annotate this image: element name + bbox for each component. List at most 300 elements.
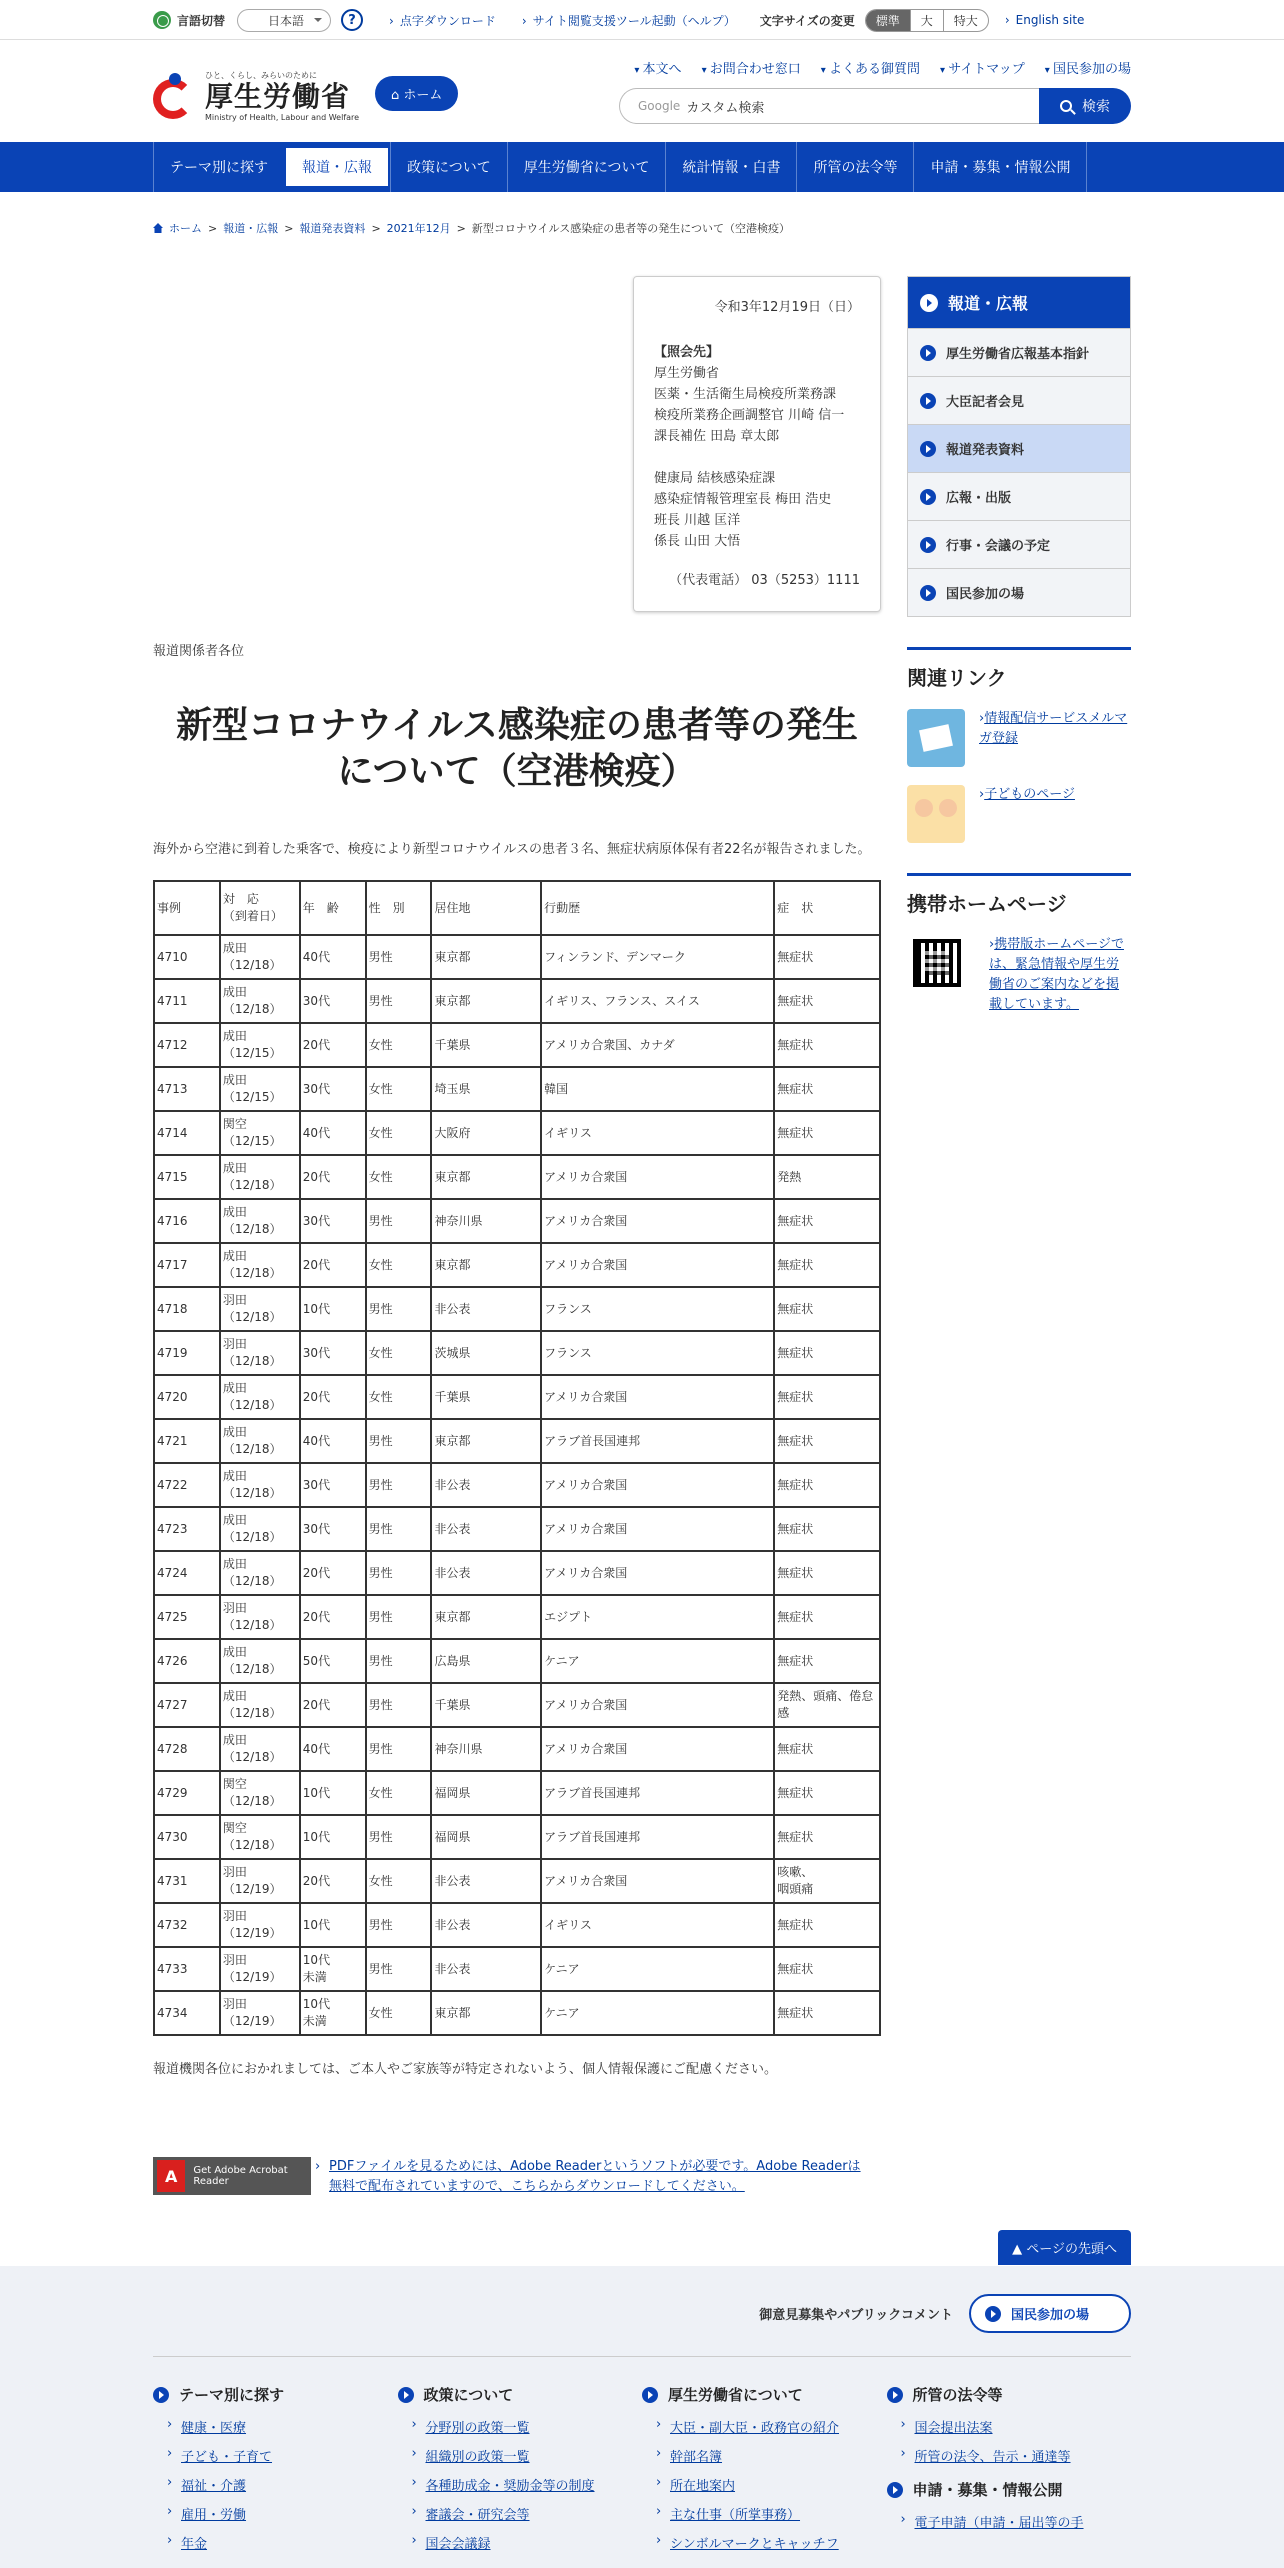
table-cell: 無症状 (774, 1111, 880, 1155)
table-cell: 神奈川県 (431, 1727, 541, 1771)
participation-link[interactable]: ▾ 国民参加の場 (1045, 58, 1131, 77)
side-item-label: 広報・出版 (946, 491, 1012, 506)
table-row (154, 1551, 880, 1595)
global-nav (0, 142, 1284, 192)
footer-heading-label: 所管の法令等 (912, 2386, 1003, 2404)
table-cell: 羽田 （12/18） (220, 1595, 300, 1639)
header-links (614, 58, 1131, 77)
contact-box (633, 276, 881, 612)
table-cell: アメリカ合衆国 (541, 1551, 774, 1595)
font-size-switcher (865, 9, 989, 32)
table-cell: 成田 （12/15） (220, 1023, 300, 1067)
table-cell: フランス (541, 1287, 774, 1331)
home-icon (153, 223, 163, 233)
table-cell: 東京都 (431, 1595, 541, 1639)
table-cell: 千葉県 (431, 1375, 541, 1419)
contact-line: 係長 山田 大悟 (654, 534, 741, 549)
table-cell: 成田 （12/18） (220, 1507, 300, 1551)
breadcrumb-home[interactable]: ホーム (169, 222, 202, 235)
footer-link[interactable]: › 所在地案内 (670, 2475, 887, 2494)
table-cell: イギリス (541, 1111, 774, 1155)
footer-column-heading[interactable] (398, 2384, 643, 2405)
footer-link[interactable]: › 組織別の政策一覧 (426, 2446, 643, 2465)
table-row (154, 979, 880, 1023)
table-cell: 男性 (366, 1463, 432, 1507)
table-cell: 羽田 （12/19） (220, 1947, 300, 1991)
table-cell: 男性 (366, 1551, 432, 1595)
pdf-download-text: PDFファイルを見るためには、Adobe Readerというソフトが必要です。Adobe Readerは無料で配布されていますので、こちらからダウンロードしてください。 (329, 2159, 861, 2194)
search-icon (1060, 100, 1072, 112)
table-cell: 茨城県 (431, 1331, 541, 1375)
table-cell: 男性 (366, 979, 432, 1023)
contact-line: 健康局 結核感染症課 (654, 471, 776, 486)
opinion-section (759, 2294, 1131, 2333)
table-cell: 20代 (300, 1683, 366, 1727)
footer-link[interactable]: › 子ども・子育て (181, 2446, 398, 2465)
footer-link[interactable]: › シンボルマークとキャッチフ (670, 2533, 887, 2552)
table-row (154, 1595, 880, 1639)
table-header-row (154, 881, 880, 935)
table-cell: 4724 (154, 1551, 220, 1595)
table-row (154, 1683, 880, 1727)
table-cell: 非公表 (431, 1947, 541, 1991)
table-cell: 40代 (300, 1419, 366, 1463)
table-cell: 4723 (154, 1507, 220, 1551)
table-cell: アメリカ合衆国、カナダ (541, 1023, 774, 1067)
table-cell: 福岡県 (431, 1771, 541, 1815)
table-cell: 4720 (154, 1375, 220, 1419)
table-cell: 4714 (154, 1111, 220, 1155)
table-cell: 男性 (366, 1507, 432, 1551)
table-cell: アメリカ合衆国 (541, 1859, 774, 1903)
footer (0, 2266, 1284, 2568)
footer-heading-label: 政策について (423, 2386, 514, 2404)
table-cell: 男性 (366, 935, 432, 979)
page-top-button[interactable]: ▲ ページの先頭へ (998, 2230, 1131, 2265)
table-cell: 福岡県 (431, 1815, 541, 1859)
logo-mark-icon (153, 71, 199, 121)
release-date: 令和3年12月19日（日） (714, 300, 860, 315)
footer-link[interactable]: › 健康・医療 (181, 2417, 398, 2436)
arrow-circle-icon (920, 393, 936, 409)
table-cell: 成田 （12/18） (220, 1551, 300, 1595)
table-row (154, 1155, 880, 1199)
table-cell: 女性 (366, 1375, 432, 1419)
table-row (154, 1199, 880, 1243)
table-cell: 男性 (366, 1947, 432, 1991)
footer-link[interactable]: › 所管の法令、告示・通達等 (915, 2446, 1132, 2465)
table-cell: 無症状 (774, 1991, 880, 2035)
table-cell: 40代 (300, 935, 366, 979)
table-cell: 4726 (154, 1639, 220, 1683)
table-cell: 発熱 (774, 1155, 880, 1199)
table-cell: 女性 (366, 1023, 432, 1067)
pdf-notice (153, 2157, 881, 2197)
footer-heading-label: 申請・募集・情報公開 (912, 2481, 1063, 2499)
table-cell: 羽田 （12/19） (220, 1903, 300, 1947)
table-cell: 4715 (154, 1155, 220, 1199)
table-cell: 4712 (154, 1023, 220, 1067)
table-cell: ケニア (541, 1991, 774, 2035)
table-cell: 成田 （12/18） (220, 979, 300, 1023)
table-cell: 30代 (300, 1331, 366, 1375)
breadcrumb-press[interactable]: 報道・広報 (223, 222, 279, 235)
table-row (154, 1815, 880, 1859)
footer-link[interactable]: › 審議会・研究会等 (426, 2504, 643, 2523)
pdf-icon: A (157, 2160, 185, 2192)
home-button[interactable]: ⌂ ホーム (375, 76, 458, 111)
footer-column-heading[interactable] (887, 2479, 1132, 2500)
main-content (153, 276, 881, 2197)
addressee: 報道関係者各位 (153, 644, 245, 659)
font-size-xlarge-button[interactable]: 特大 (943, 10, 988, 31)
search-input[interactable] (619, 88, 1039, 124)
table-cell: 韓国 (541, 1067, 774, 1111)
table-row (154, 935, 880, 979)
side-item-participation[interactable] (908, 568, 1130, 616)
search-brand: Google (638, 99, 681, 113)
arrow-circle-icon (920, 294, 938, 312)
globe-icon (153, 11, 171, 29)
side-item-label: 行事・会議の予定 (946, 539, 1051, 554)
table-cell: 千葉県 (431, 1683, 541, 1727)
table-cell: 非公表 (431, 1551, 541, 1595)
table-cell: 20代 (300, 1155, 366, 1199)
table-cell: アメリカ合衆国 (541, 1683, 774, 1727)
table-cell: 無症状 (774, 1727, 880, 1771)
table-cell: 広島県 (431, 1639, 541, 1683)
table-row (154, 1507, 880, 1551)
side-nav-title[interactable] (908, 277, 1130, 328)
table-cell: 4711 (154, 979, 220, 1023)
table-cell: 千葉県 (431, 1023, 541, 1067)
table-cell: 無症状 (774, 1375, 880, 1419)
search-button[interactable] (1039, 88, 1131, 124)
table-cell: 女性 (366, 1331, 432, 1375)
table-cell: アメリカ合衆国 (541, 1155, 774, 1199)
table-cell: 非公表 (431, 1287, 541, 1331)
table-cell: 4718 (154, 1287, 220, 1331)
breadcrumb: ホーム > 報道・広報 > 報道発表資料 > 2021年12月 > 新型コロナウイルス感染症の患者等の発生について（空港検疫） (153, 220, 1131, 236)
footer-link[interactable]: › 大臣・副大臣・政務官の紹介 (670, 2417, 887, 2436)
arrow-circle-icon (920, 441, 936, 457)
gnav-laws[interactable]: 所管の法令等 (796, 142, 913, 192)
table-cell: 男性 (366, 1199, 432, 1243)
table-cell: アメリカ合衆国 (541, 1463, 774, 1507)
kids-thumbnail-icon[interactable] (907, 785, 965, 843)
table-cell: 行動歴 (541, 881, 774, 935)
language-select[interactable]: 日本語 (237, 9, 331, 32)
table-cell: フィンランド、デンマーク (541, 935, 774, 979)
gnav-about[interactable]: 厚生労働省について (507, 142, 666, 192)
arrow-circle-icon (398, 2387, 414, 2403)
side-item-press-releases[interactable] (908, 424, 1130, 472)
cases-table (153, 880, 881, 2036)
table-cell: 成田 （12/18） (220, 1419, 300, 1463)
footer-column (642, 2384, 887, 2562)
footer-link[interactable]: › 国会会議録 (426, 2533, 643, 2552)
footer-link[interactable]: › 各種助成金・奨励金等の制度 (426, 2475, 643, 2494)
gnav-press[interactable]: 報道・広報 (284, 146, 390, 188)
table-row (154, 1991, 880, 2035)
arrow-circle-icon (887, 2387, 903, 2403)
table-cell: 関空 （12/18） (220, 1815, 300, 1859)
table-row (154, 1727, 880, 1771)
table-cell: 20代 (300, 1551, 366, 1595)
footer-link[interactable]: › 主な仕事（所掌事務） (670, 2504, 887, 2523)
table-cell: 男性 (366, 1419, 432, 1463)
font-size-standard-button[interactable]: 標準 (866, 10, 910, 31)
side-item-events[interactable] (908, 520, 1130, 568)
related-kids (907, 785, 1131, 843)
side-item-label: 大臣記者会見 (946, 395, 1025, 410)
table-row (154, 1375, 880, 1419)
table-cell: ケニア (541, 1639, 774, 1683)
footer-link[interactable]: › 国会提出法案 (915, 2417, 1132, 2436)
sitemap-link[interactable]: ▾ サイトマップ (940, 58, 1025, 77)
footer-column (887, 2384, 1132, 2562)
table-cell: 事例 (154, 881, 220, 935)
table-cell: 20代 (300, 1243, 366, 1287)
table-row (154, 1463, 880, 1507)
breadcrumb-releases[interactable]: 報道発表資料 (299, 222, 366, 235)
table-cell: 成田 （12/18） (220, 935, 300, 979)
table-cell: アラブ首長国連邦 (541, 1771, 774, 1815)
table-cell: 羽田 （12/19） (220, 1991, 300, 2035)
footer-link[interactable]: › 分野別の政策一覧 (426, 2417, 643, 2436)
footer-link[interactable]: › 雇用・労働 (181, 2504, 398, 2523)
table-cell: 男性 (366, 1683, 432, 1727)
table-cell: 羽田 （12/18） (220, 1331, 300, 1375)
table-cell: 症 状 (774, 881, 880, 935)
table-cell: 女性 (366, 1243, 432, 1287)
accessibility-tool-link[interactable]: › サイト閲覧支援ツール起動（ヘルプ） (522, 12, 736, 29)
table-cell: 羽田 （12/19） (220, 1859, 300, 1903)
lead-text: 海外から空港に到着した乗客で、検疫により新型コロナウイルスの患者３名、無症状病原体保有者22名が報告されました。 (153, 842, 871, 857)
table-cell: 20代 (300, 1375, 366, 1419)
table-cell: 4710 (154, 935, 220, 979)
footer-link[interactable]: › 年金 (181, 2533, 398, 2552)
footer-column (398, 2384, 643, 2562)
arrow-circle-icon (985, 2306, 1001, 2322)
pdf-download-link[interactable] (329, 2157, 869, 2197)
table-cell: 4727 (154, 1683, 220, 1727)
table-cell: 無症状 (774, 1771, 880, 1815)
table-cell: 4719 (154, 1331, 220, 1375)
table-cell: 女性 (366, 1155, 432, 1199)
faq-link[interactable]: ▾ よくある御質問 (821, 58, 920, 77)
contact-link[interactable]: ▾ お問合わせ窓口 (702, 58, 801, 77)
arrow-circle-icon (920, 537, 936, 553)
contact-line: 班長 川越 匡洋 (654, 513, 741, 528)
table-cell: フランス (541, 1331, 774, 1375)
table-cell: 女性 (366, 1111, 432, 1155)
table-cell: 4717 (154, 1243, 220, 1287)
table-cell: 無症状 (774, 1595, 880, 1639)
table-cell: 無症状 (774, 979, 880, 1023)
skip-to-content-link[interactable]: ▾ 本文へ (634, 58, 681, 77)
table-cell: 無症状 (774, 1287, 880, 1331)
table-cell: 4728 (154, 1727, 220, 1771)
footer-column-heading[interactable] (887, 2384, 1132, 2405)
logo-name: 厚生労働省 (205, 80, 351, 113)
logo-english: Ministry of Health, Labour and Welfare (205, 113, 360, 122)
acrobat-badge-label: Get Adobe Acrobat Reader (193, 2165, 288, 2187)
gnav-applications[interactable]: 申請・募集・情報公開 (913, 142, 1087, 192)
table-cell: 30代 (300, 1463, 366, 1507)
table-cell: 10代 未満 (300, 1991, 366, 2035)
footer-column-heading[interactable] (153, 2384, 398, 2405)
table-row (154, 1023, 880, 1067)
arrow-circle-icon (887, 2482, 903, 2498)
header (153, 40, 1131, 142)
table-row (154, 1287, 880, 1331)
table-cell: 無症状 (774, 1947, 880, 1991)
footer-link[interactable]: › 福祉・介護 (181, 2475, 398, 2494)
participation-button-label: 国民参加の場 (1010, 2308, 1089, 2323)
side-item-guidelines[interactable] (908, 328, 1130, 376)
side-item-publications[interactable] (908, 472, 1130, 520)
side-nav (907, 276, 1131, 617)
table-cell: 女性 (366, 1067, 432, 1111)
table-cell: 発熱、頭痛、倦怠感 (774, 1683, 880, 1727)
participation-button[interactable] (969, 2294, 1131, 2333)
side-item-press-conference[interactable] (908, 376, 1130, 424)
acrobat-badge[interactable] (153, 2157, 311, 2195)
table-cell: 10代 未満 (300, 1947, 366, 1991)
table-cell: アメリカ合衆国 (541, 1199, 774, 1243)
table-cell: 無症状 (774, 1419, 880, 1463)
footer-heading-label: 厚生労働省について (668, 2386, 803, 2404)
side-item-label: 国民参加の場 (946, 587, 1025, 602)
arrow-circle-icon (920, 489, 936, 505)
table-cell: 4721 (154, 1419, 220, 1463)
table-row (154, 1067, 880, 1111)
font-size-large-button[interactable]: 大 (910, 10, 943, 31)
table-cell: 成田 （12/18） (220, 1375, 300, 1419)
table-cell: 男性 (366, 1595, 432, 1639)
table-cell: イギリス (541, 1903, 774, 1947)
language-label: 言語切替 (177, 13, 226, 28)
table-cell: 30代 (300, 979, 366, 1023)
footer-link[interactable]: › 電子申請（申請・届出等の手 (915, 2512, 1132, 2531)
table-cell: 無症状 (774, 1903, 880, 1947)
table-cell: 関空 （12/15） (220, 1111, 300, 1155)
side-item-label: 報道発表資料 (946, 443, 1025, 458)
table-cell: 男性 (366, 1903, 432, 1947)
arrow-circle-icon (642, 2387, 658, 2403)
page-title: 新型コロナウイルス感染症の患者等の発生について（空港検疫） (176, 705, 858, 792)
table-cell: 4734 (154, 1991, 220, 2035)
gnav-statistics[interactable]: 統計情報・白書 (665, 142, 796, 192)
table-cell: 関空 （12/18） (220, 1771, 300, 1815)
kids-page-link[interactable]: › 子どものページ (979, 785, 1075, 805)
mobile-link[interactable]: › 携帯版ホームページでは、緊急情報や厚生労働省のご案内などを掲載しています。 (989, 935, 1131, 1015)
table-cell: 成田 （12/18） (220, 1463, 300, 1507)
table-cell: 無症状 (774, 1023, 880, 1067)
side-nav-title-label: 報道・広報 (948, 294, 1029, 313)
table-cell: 10代 (300, 1287, 366, 1331)
table-cell: 非公表 (431, 1463, 541, 1507)
table-cell: 4716 (154, 1199, 220, 1243)
table-row (154, 1243, 880, 1287)
table-cell: 大阪府 (431, 1111, 541, 1155)
mobile-info (907, 935, 1131, 1015)
table-cell: 東京都 (431, 1419, 541, 1463)
table-cell: 30代 (300, 1507, 366, 1551)
table-cell: アメリカ合衆国 (541, 1375, 774, 1419)
english-site-link[interactable]: › English site (1005, 13, 1085, 27)
table-cell: 成田 （12/18） (220, 1199, 300, 1243)
side-item-label: 厚生労働省広報基本指針 (946, 347, 1090, 362)
sidebar (907, 276, 1131, 2197)
table-cell: イギリス、フランス、スイス (541, 979, 774, 1023)
table-row (154, 1639, 880, 1683)
table-cell: 無症状 (774, 1243, 880, 1287)
table-cell: 神奈川県 (431, 1199, 541, 1243)
footer-column-heading[interactable] (642, 2384, 887, 2405)
contact-line: 感染症情報管理室長 梅田 浩史 (654, 492, 832, 507)
table-cell: 東京都 (431, 1155, 541, 1199)
table-cell: 50代 (300, 1639, 366, 1683)
table-cell: 20代 (300, 1595, 366, 1639)
table-cell: アメリカ合衆国 (541, 1243, 774, 1287)
table-cell: 4731 (154, 1859, 220, 1903)
table-cell: 男性 (366, 1727, 432, 1771)
table-cell: 4729 (154, 1771, 220, 1815)
arrow-circle-icon (153, 2387, 169, 2403)
table-cell: 4725 (154, 1595, 220, 1639)
site-logo[interactable] (153, 70, 359, 122)
mail-thumbnail-icon[interactable] (907, 709, 965, 767)
table-row (154, 1771, 880, 1815)
table-row (154, 1111, 880, 1155)
help-icon[interactable]: ? (341, 9, 363, 31)
logo-tagline: ひと、くらし、みらいのために (205, 71, 317, 80)
page-top-label: ページの先頭へ (1026, 2242, 1117, 2257)
gnav-theme[interactable]: テーマ別に探す (153, 142, 284, 192)
contact-tel: （代表電話） 03（5253）1111 (669, 573, 860, 588)
table-cell: 埼玉県 (431, 1067, 541, 1111)
table-cell: 東京都 (431, 1991, 541, 2035)
table-cell: 対 応 （到着日） (220, 881, 300, 935)
table-cell: 咳嗽、 咽頭痛 (774, 1859, 880, 1903)
table-cell: 成田 （12/18） (220, 1683, 300, 1727)
privacy-note: 報道機関各位におかれましては、ご本人やご家族等が特定されないよう、個人情報保護にご配慮ください。 (153, 2062, 778, 2077)
table-cell: 無症状 (774, 1815, 880, 1859)
table-cell: 無症状 (774, 1551, 880, 1595)
table-cell: 無症状 (774, 1199, 880, 1243)
braille-download-link[interactable]: › 点字ダウンロード (389, 12, 496, 29)
gnav-policy[interactable]: 政策について (390, 142, 507, 192)
table-cell: 無症状 (774, 1067, 880, 1111)
table-cell: 居住地 (431, 881, 541, 935)
contact-line: 【照会先】 (654, 345, 720, 360)
mailmag-link[interactable]: › 情報配信サービスメルマガ登録 (979, 709, 1131, 749)
table-cell: 10代 (300, 1815, 366, 1859)
table-cell: 男性 (366, 1639, 432, 1683)
breadcrumb-month[interactable]: 2021年12月 (386, 222, 451, 235)
footer-columns (153, 2384, 1131, 2562)
table-cell: 女性 (366, 1859, 432, 1903)
footer-column (153, 2384, 398, 2562)
table-cell: 40代 (300, 1111, 366, 1155)
table-cell: 4732 (154, 1903, 220, 1947)
home-button-label: ホーム (403, 88, 443, 103)
footer-link[interactable]: › 幹部名簿 (670, 2446, 887, 2465)
table-cell: 4722 (154, 1463, 220, 1507)
table-cell: 20代 (300, 1023, 366, 1067)
